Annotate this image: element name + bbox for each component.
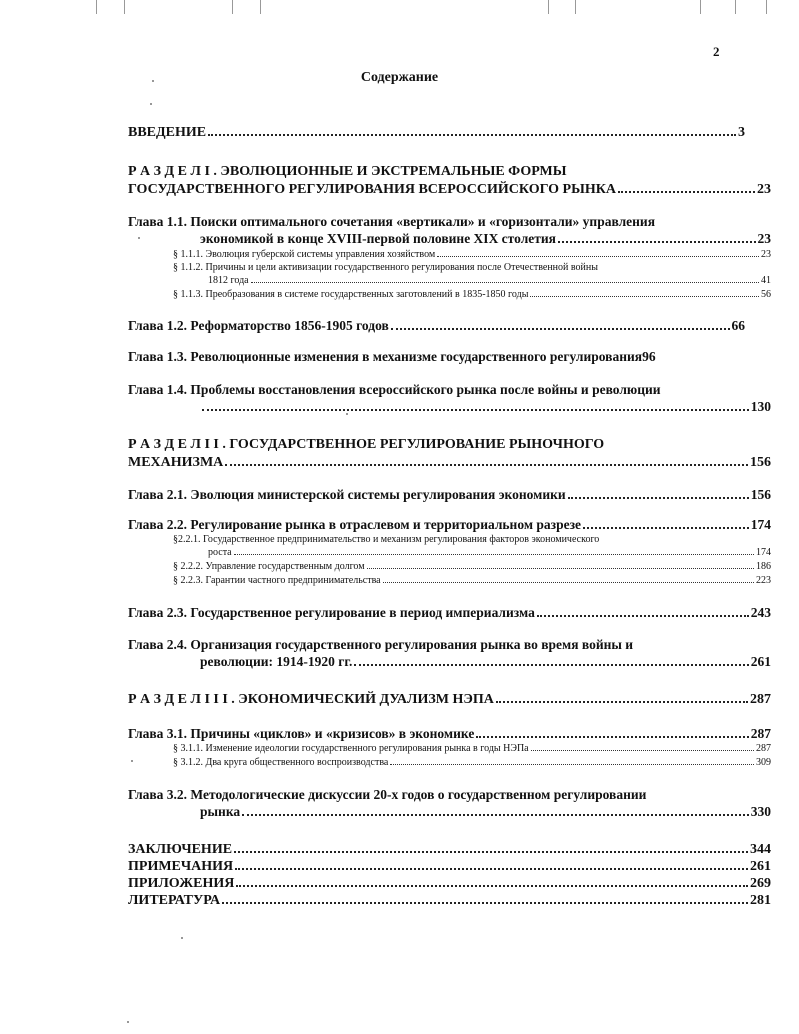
toc-entry-conclusion[interactable] [128, 842, 771, 858]
toc-entry-appendix[interactable] [128, 876, 771, 892]
entry-text: ГОСУДАРСТВЕННОГО РЕГУЛИРОВАНИЯ ВСЕРОССИЙСКОГО РЫНКА [128, 182, 616, 197]
entry-page: 223 [756, 575, 771, 586]
chapter-1-4-title[interactable]: Глава 1.4. Проблемы восстановления всероссийского рынка после войны и революции [128, 382, 661, 397]
dot-leader [583, 527, 749, 529]
dot-leader [568, 497, 749, 499]
scan-speck [138, 237, 140, 239]
entry-page: 130 [750, 399, 771, 414]
dot-leader [367, 568, 754, 569]
dot-leader [208, 134, 736, 136]
toc-entry-paragraph-3-1-1[interactable] [173, 743, 771, 754]
dot-leader [618, 191, 755, 193]
entry-page: 56 [761, 289, 771, 300]
scan-edge-marks [0, 0, 799, 14]
toc-entry-chapter-2-3[interactable] [128, 605, 771, 621]
toc-entry-section-3[interactable] [128, 692, 771, 708]
entry-page: 186 [756, 561, 771, 572]
toc-entry-intro[interactable] [128, 125, 745, 141]
toc-entry-chapter-2-1[interactable] [128, 487, 771, 503]
entry-page: 23 [757, 231, 771, 246]
toc-entry-chapter-2-2[interactable] [128, 517, 771, 533]
entry-text: Глава 3.1. Причины «циклов» и «кризисов» в экономике [128, 726, 475, 741]
toc-entry-section-2[interactable] [128, 455, 771, 471]
entry-text: ПРИЛОЖЕНИЯ [128, 876, 235, 891]
entry-text: § 1.1.3. Преобразования в системе государственных заготовлений в 1835-1850 годы [173, 289, 529, 300]
paragraph-2-2-1-title[interactable]: §2.2.1. Государственное предпринимательство и механизм регулирования факторов экономического [173, 534, 600, 545]
dot-leader [476, 736, 748, 738]
entry-page: 174 [756, 547, 771, 558]
dot-leader [234, 851, 748, 853]
entry-page: 309 [756, 757, 771, 768]
entry-text: Глава 1.3. Революционные изменения в механизме государственного регулирования [128, 349, 643, 364]
entry-text: ВВЕДЕНИЕ [128, 125, 207, 140]
dot-leader [251, 282, 759, 283]
scan-speck [346, 413, 348, 415]
dot-leader [530, 296, 759, 297]
page-number: 2 [713, 44, 720, 59]
entry-text: роста [208, 547, 232, 558]
entry-page: 261 [750, 859, 771, 874]
chapter-1-1-title[interactable]: Глава 1.1. Поиски оптимального сочетания «вертикали» и «горизонтали» управления [128, 214, 656, 229]
entry-text: § 2.2.2. Управление государственным долгом [173, 561, 365, 572]
dot-leader [242, 814, 749, 816]
dot-leader [531, 750, 754, 751]
dot-leader [234, 554, 754, 555]
entry-text: Р А З Д Е Л I I I . ЭКОНОМИЧЕСКИЙ ДУАЛИЗМ НЭПА [128, 692, 494, 707]
toc-entry-paragraph-1-1-1[interactable] [173, 249, 771, 260]
dot-leader [391, 328, 730, 330]
toc-entry-paragraph-2-2-1[interactable] [208, 547, 771, 558]
scan-speck [152, 80, 154, 82]
entry-text: § 1.1.1. Эволюция губерской системы управления хозяйством [173, 249, 436, 260]
entry-page: 287 [750, 726, 771, 741]
entry-text: Глава 2.1. Эволюция министерской системы регулирования экономики [128, 487, 566, 502]
entry-page: 174 [750, 517, 771, 532]
toc-entry-chapter-3-1[interactable] [128, 726, 771, 742]
entry-text: ЛИТЕРАТУРА [128, 893, 221, 908]
entry-page: 23 [757, 182, 771, 197]
entry-page: 3 [738, 125, 745, 140]
toc-entry-chapter-2-4[interactable] [200, 654, 771, 670]
dot-leader [222, 902, 748, 904]
entry-text: Глава 2.3. Государственное регулирование в период империализма [128, 605, 535, 620]
dot-leader [390, 764, 754, 765]
toc-entry-chapter-1-2[interactable] [128, 318, 745, 334]
entry-page: 269 [750, 876, 771, 891]
entry-page: 41 [761, 275, 771, 286]
entry-text: рынка [200, 804, 241, 819]
dot-leader [236, 885, 748, 887]
entry-page: 287 [750, 692, 771, 707]
section-1-title[interactable]: Р А З Д Е Л I . ЭВОЛЮЦИОННЫЕ И ЭКСТРЕМАЛЬНЫЕ ФОРМЫ [128, 164, 567, 179]
entry-page: 96 [642, 349, 656, 364]
chapter-2-4-title[interactable]: Глава 2.4. Организация государственного регулирования рынка во время войны и [128, 637, 634, 652]
entry-text: § 3.1.2. Два круга общественного воспроизводства [173, 757, 389, 768]
dot-leader [235, 868, 748, 870]
toc-entry-chapter-1-1[interactable] [200, 231, 771, 247]
toc-entry-paragraph-2-2-2[interactable] [173, 561, 771, 572]
dot-leader [496, 701, 748, 703]
entry-text: ЗАКЛЮЧЕНИЕ [128, 842, 233, 857]
scan-speck [131, 760, 133, 762]
entry-page: 23 [761, 249, 771, 260]
section-2-title[interactable]: Р А З Д Е Л I I . ГОСУДАРСТВЕННОЕ РЕГУЛИРОВАНИЕ РЫНОЧНОГО [128, 437, 605, 452]
dot-leader [225, 464, 748, 466]
dot-leader [537, 615, 749, 617]
scan-speck [150, 103, 152, 105]
scan-speck [127, 1021, 129, 1023]
entry-page: 66 [731, 318, 745, 333]
toc-entry-paragraph-1-1-2[interactable] [208, 275, 771, 286]
entry-text: экономикой в конце XVIII-первой половине XIX столетия [200, 231, 556, 246]
toc-entry-literature[interactable] [128, 893, 771, 909]
toc-entry-notes[interactable] [128, 859, 771, 875]
entry-text: революции: 1914-1920 гг. [200, 654, 353, 669]
dot-leader [437, 256, 759, 257]
entry-page: 281 [750, 893, 771, 908]
chapter-3-2-title[interactable]: Глава 3.2. Методологические дискуссии 20-х годов о государственном регулировании [128, 787, 647, 802]
entry-page: 156 [750, 455, 771, 470]
toc-entry-section-1[interactable] [128, 182, 771, 198]
entry-text: § 2.2.3. Гарантии частного предпринимательства [173, 575, 381, 586]
paragraph-1-1-2-title[interactable]: § 1.1.2. Причины и цели активизации государственного регулирования после Отечественной войны [173, 262, 598, 273]
entry-text: 1812 года [208, 275, 249, 286]
entry-page: 261 [750, 654, 771, 669]
entry-text: § 3.1.1. Изменение идеологии государственного регулирования рынка в годы НЭПа [173, 743, 529, 754]
entry-text: Глава 2.2. Регулирование рынка в отраслевом и территориальном разрезе [128, 517, 581, 532]
dot-leader [354, 664, 748, 666]
entry-page: 330 [750, 804, 771, 819]
toc-entry-paragraph-1-1-3[interactable] [173, 289, 771, 300]
toc-entry-chapter-1-4[interactable] [200, 399, 771, 415]
entry-text: МЕХАНИЗМА [128, 455, 224, 470]
entry-text: ПРИМЕЧАНИЯ [128, 859, 234, 874]
entry-page: 156 [750, 487, 771, 502]
toc-entry-chapter-1-3[interactable] [128, 349, 656, 365]
dot-leader [383, 582, 754, 583]
entry-page: 243 [750, 605, 771, 620]
entry-text: Глава 1.2. Реформаторство 1856-1905 годов [128, 318, 389, 333]
scan-speck [181, 937, 183, 939]
toc-entry-paragraph-2-2-3[interactable] [173, 575, 771, 586]
toc-entry-paragraph-3-1-2[interactable] [173, 757, 771, 768]
entry-page: 287 [756, 743, 771, 754]
dot-leader [202, 409, 749, 411]
entry-page: 344 [750, 842, 771, 857]
page-title: Содержание [360, 70, 439, 85]
dot-leader [558, 241, 756, 243]
toc-entry-chapter-3-2[interactable] [200, 804, 771, 820]
